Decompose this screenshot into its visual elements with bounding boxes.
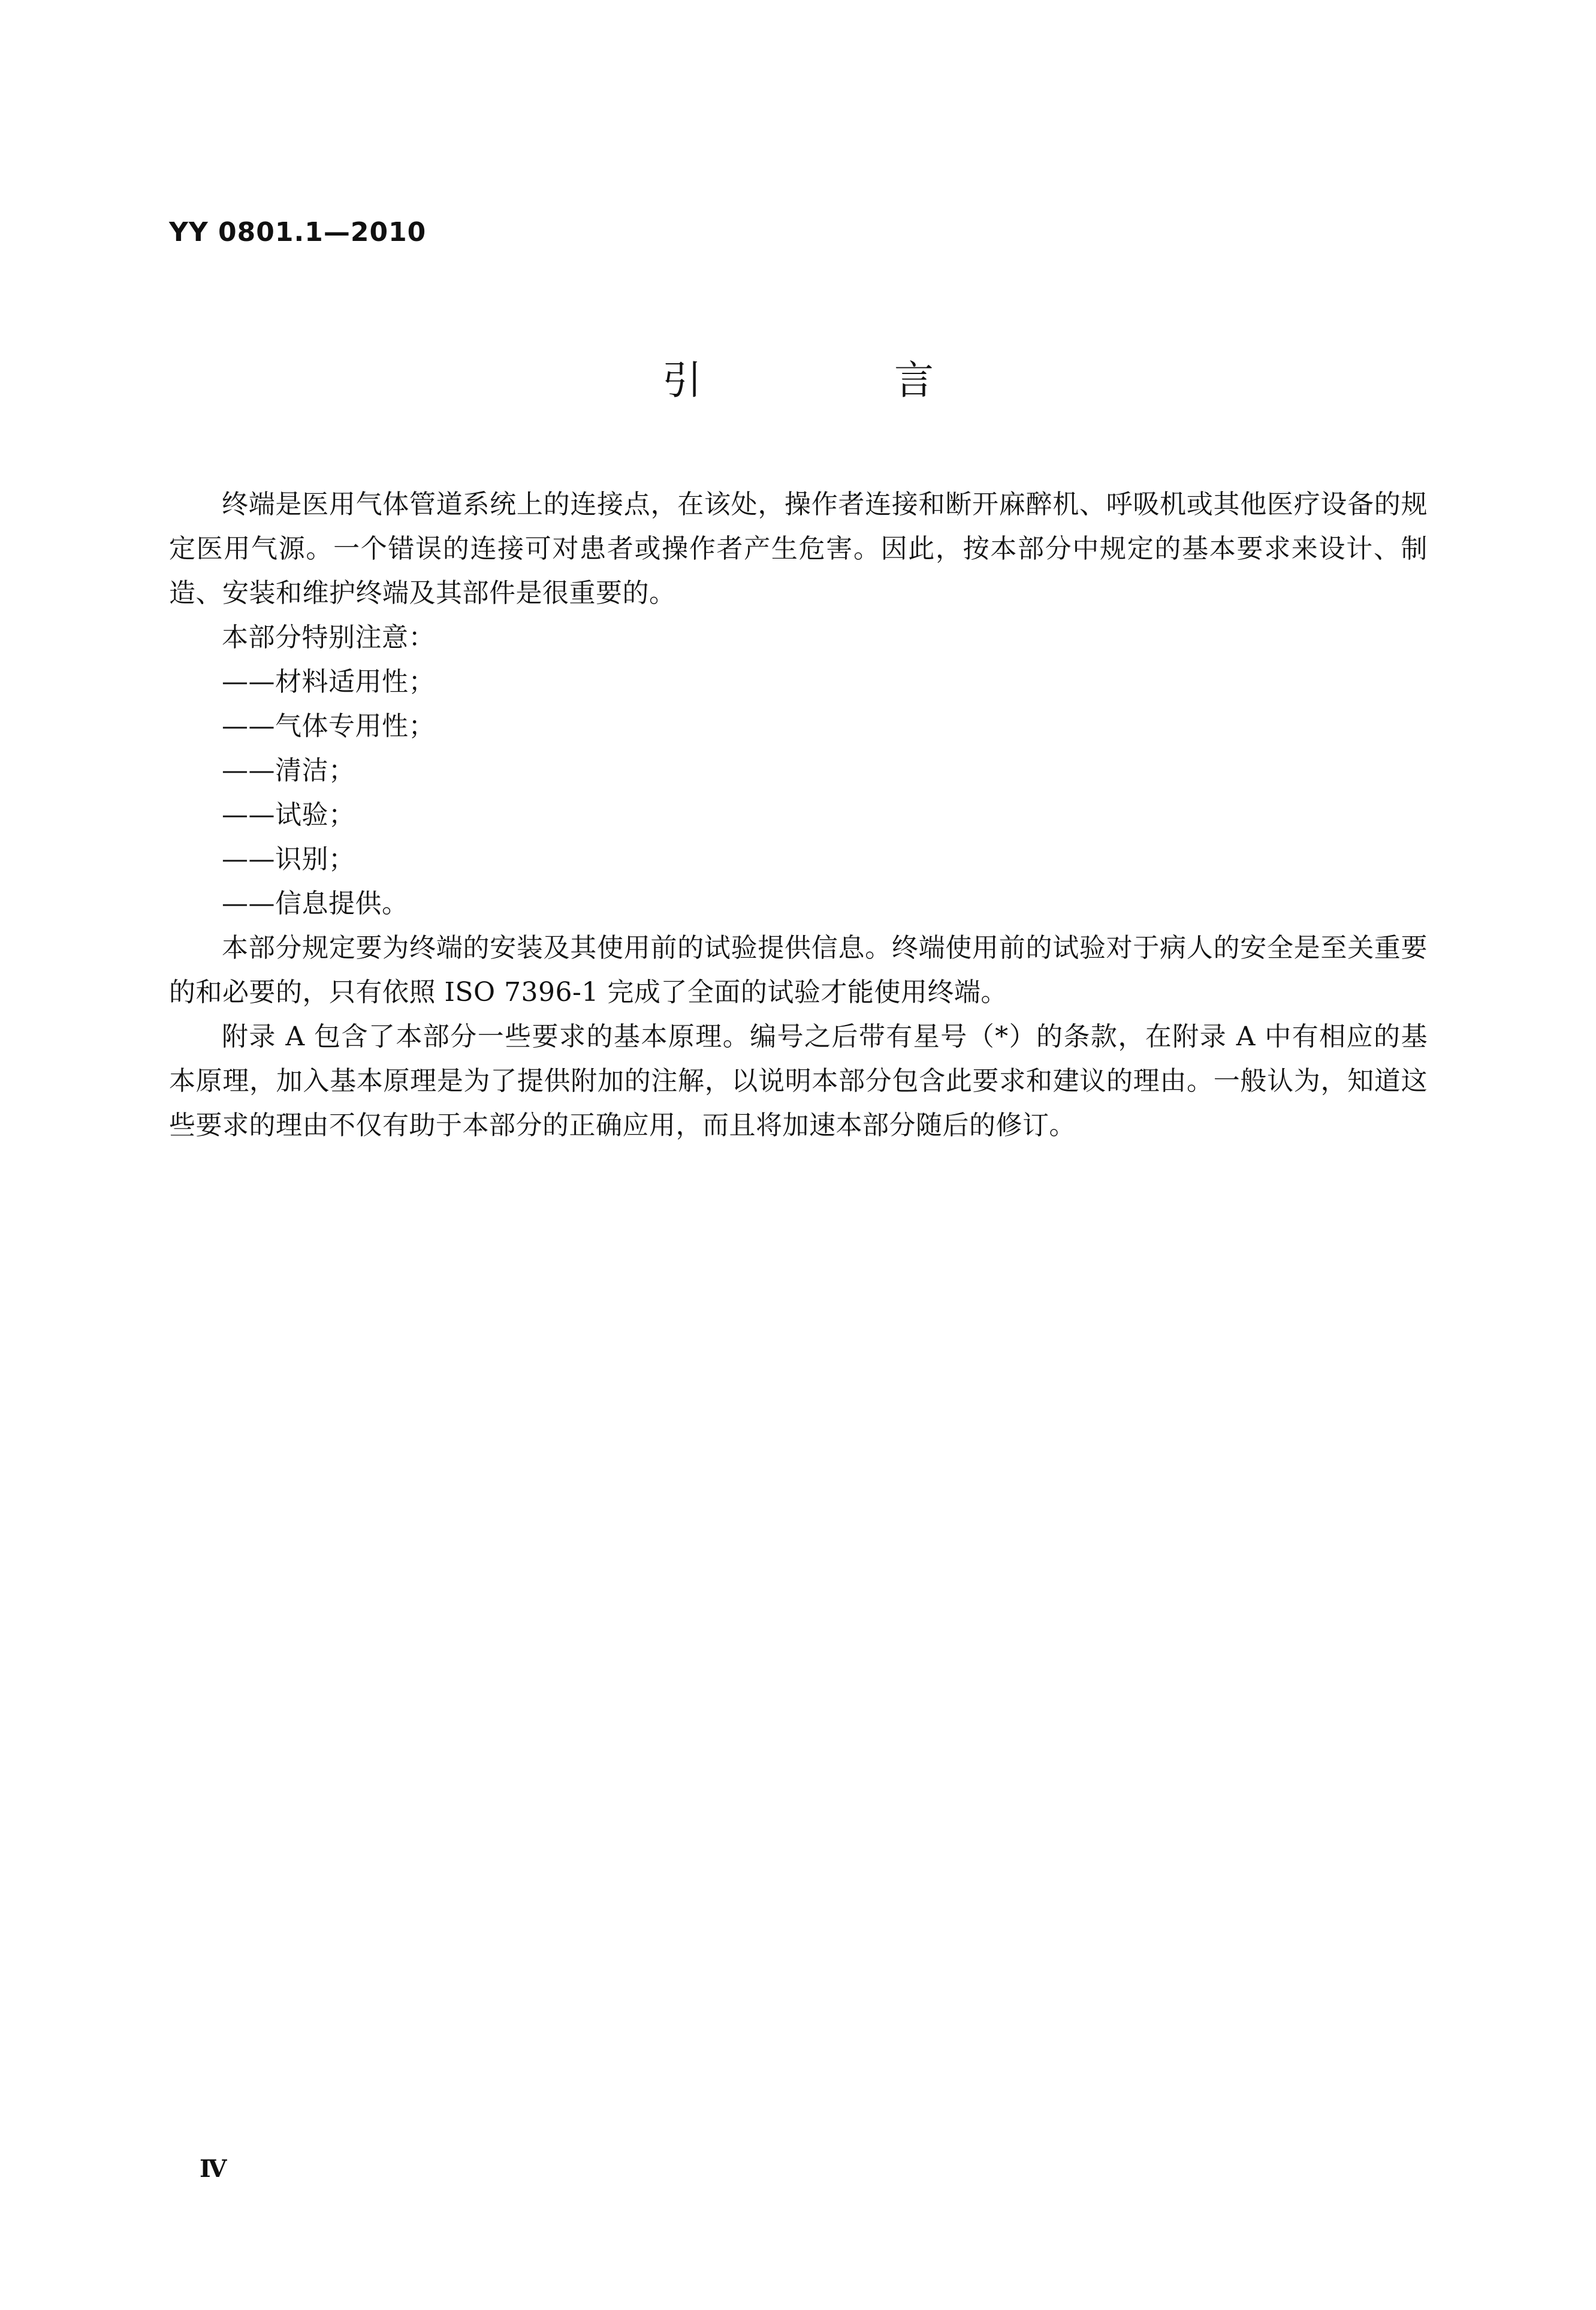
list-item: ——清洁； [222, 755, 355, 786]
list-item: ——材料适用性； [222, 667, 435, 697]
attention-list [169, 660, 1428, 926]
list-item: ——识别； [222, 844, 355, 874]
list-item: ——信息提供。 [222, 888, 409, 919]
list-item: ——试验； [222, 800, 355, 830]
attention-lead-paragraph: 本部分特别注意： [222, 622, 435, 653]
testing-paragraph: 本部分规定要为终端的安装及其使用前的试验提供信息。终端使用前的试验对于病人的安全是至关重要的和必要的，只有依照 ISO 7396-1 完成了全面的试验才能使用终端。 [169, 933, 1428, 1008]
page-number: Ⅳ [200, 2155, 227, 2183]
document-body [169, 482, 1428, 1148]
list-item: ——气体专用性； [222, 711, 435, 741]
section-title: 引 言 [662, 357, 1024, 403]
intro-paragraph: 终端是医用气体管道系统上的连接点，在该处，操作者连接和断开麻醉机、呼吸机或其他医疗设备的规定医用气源。一个错误的连接可对患者或操作者产生危害。因此，按本部分中规定的基本要求来设计、制造、安装和维护终端及其部件是很重要的。 [169, 489, 1428, 608]
document-code: YY 0801.1—2010 [169, 217, 427, 248]
annex-paragraph: 附录 A 包含了本部分一些要求的基本原理。编号之后带有星号（*）的条款，在附录 A 中有相应的基本原理，加入基本原理是为了提供附加的注解，以说明本部分包含此要求和建议的理由。一般认为，知道这些要求的理由不仅有助于本部分的正确应用，而且将加速本部分随后的修订。 [169, 1021, 1428, 1141]
